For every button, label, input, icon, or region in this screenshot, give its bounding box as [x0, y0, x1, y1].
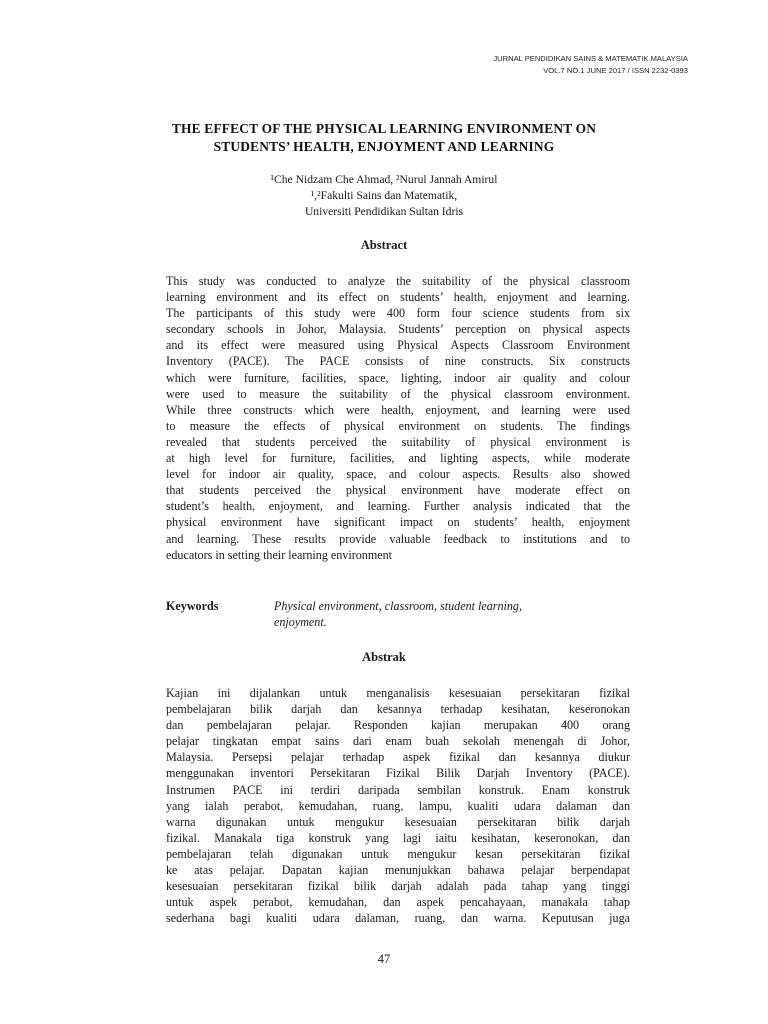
abstrak-line: kesesuaian persekitaran fizikal bilik darjah adalah pada tahap yang tinggi [166, 879, 630, 894]
abstract-line: revealed that students perceived the suitability of physical environment is [166, 434, 630, 449]
abstract-line: student’s health, enjoyment, and learning. Further analysis indicated that the [166, 499, 630, 514]
abstract-line: to measure the effects of physical environment on students. The findings [166, 418, 630, 433]
keywords-line: Physical environment, classroom, student learning, [274, 599, 522, 613]
abstrak-line: pembelajaran telah digunakan untuk mengukur kesan persekitaran fizikal [166, 846, 630, 861]
abstrak-line: untuk aspek perabot, kemudahan, dan aspek pencahayaan, manakala tahap [166, 895, 630, 910]
abstrak-line: pelajar tingkatan empat sains dari enam buah sekolah menengah di Johor, [166, 734, 630, 749]
abstrak-line: pembelajaran bilik darjah dan kesannya terhadap kesihatan, keseronokan [166, 702, 630, 717]
title-line-1: THE EFFECT OF THE PHYSICAL LEARNING ENVIRONMENT ON [171, 121, 597, 136]
abstrak-heading: Abstrak [362, 650, 406, 664]
author-faculty: ¹,²Fakulti Sains dan Matematik, [310, 189, 458, 202]
abstract-line: This study was conducted to analyze the suitability of the physical classroom [166, 274, 630, 288]
abstract-line: educators in setting their learning environment [166, 547, 393, 562]
journal-name: JURNAL PENDIDIKAN SAINS & MATEMATIK MALAYSIA [493, 54, 688, 63]
abstract-line: that students perceived the physical environment have moderate effect on [166, 483, 630, 498]
keywords-list [274, 598, 522, 630]
abstract-line: which were furniture, facilities, space, lighting, indoor air quality and colour [166, 370, 630, 385]
author-block [0, 172, 768, 220]
abstrak-line: ke atas pelajar. Dapatan kajian menunjukkan bahawa pelajar berpendapat [166, 863, 630, 878]
abstract-line: secondary schools in Johor, Malaysia. Students’ perception on physical aspects [166, 322, 630, 337]
abstrak-line: warna digunakan untuk mengukur kesesuaian persekitaran bilik darjah [166, 814, 630, 829]
abstrak-line: Instrumen PACE ini terdiri daripada sembilan konstruk. Enam konstruk [166, 782, 630, 797]
abstract-heading: Abstract [360, 238, 408, 252]
abstrak-line: fizikal. Manakala tiga konstruk yang lagi iaitu kesihatan, keseronokan, dan [166, 830, 630, 845]
abstract-line: and learning. These results provide valuable feedback to institutions and to [166, 531, 630, 546]
abstrak-line: yang ialah perabot, kemudahan, ruang, lampu, kualiti udara dalaman dan [166, 798, 630, 813]
volume-issn: VOL.7 NO.1 JUNE 2017 / ISSN 2232-0393 [543, 65, 688, 75]
author-names: ¹Che Nidzam Che Ahmad, ²Nurul Jannah Amirul [270, 173, 498, 186]
abstract-line: While three constructs which were health, enjoyment, and learning were used [166, 402, 630, 417]
keywords-label: Keywords [166, 599, 219, 613]
abstrak-line: Malaysia. Persepsi pelajar terhadap aspek fizikal dan kesannya diukur [166, 750, 630, 765]
abstract-line: Inventory (PACE). The PACE consists of nine constructs. Six constructs [166, 354, 630, 369]
abstrak-line: menggunakan inventori Persekitaran Fizikal Bilik Darjah Inventory (PACE). [166, 766, 630, 781]
abstrak-line: Kajian ini dijalankan untuk menganalisis kesesuaian persekitaran fizikal [166, 686, 630, 700]
page-number: 47 [377, 952, 391, 966]
abstract-line: at high level for furniture, facilities, and lighting aspects, while moderate [166, 451, 630, 466]
abstrak-line: dan pembelajaran pelajar. Responden kajian merupakan 400 orang [166, 718, 630, 733]
journal-header [493, 53, 688, 76]
abstract-line: physical environment have significant impact on students’ health, enjoyment [166, 515, 630, 530]
abstract-body [166, 273, 630, 563]
abstract-line: were used to measure the suitability of the physical classroom environment. [166, 386, 630, 401]
abstract-line: learning environment and its effect on students’ health, enjoyment and learning. [166, 290, 630, 305]
author-university: Universiti Pendidikan Sultan Idris [304, 205, 464, 218]
abstrak-line: sederhana bagi kualiti udara dalaman, ruang, dan warna. Keputusan juga [166, 911, 630, 926]
title-line-2: STUDENTS’ HEALTH, ENJOYMENT AND LEARNING [213, 139, 555, 154]
paper-title [0, 120, 768, 156]
abstract-line: The participants of this study were 400 form four science students from six [166, 306, 630, 321]
abstract-line: and its effect were measured using Physical Aspects Classroom Environment [166, 338, 630, 353]
abstract-line: level for indoor air quality, space, and colour aspects. Results also showed [166, 467, 630, 482]
keywords-line: enjoyment. [274, 615, 327, 630]
abstrak-body [166, 685, 630, 926]
